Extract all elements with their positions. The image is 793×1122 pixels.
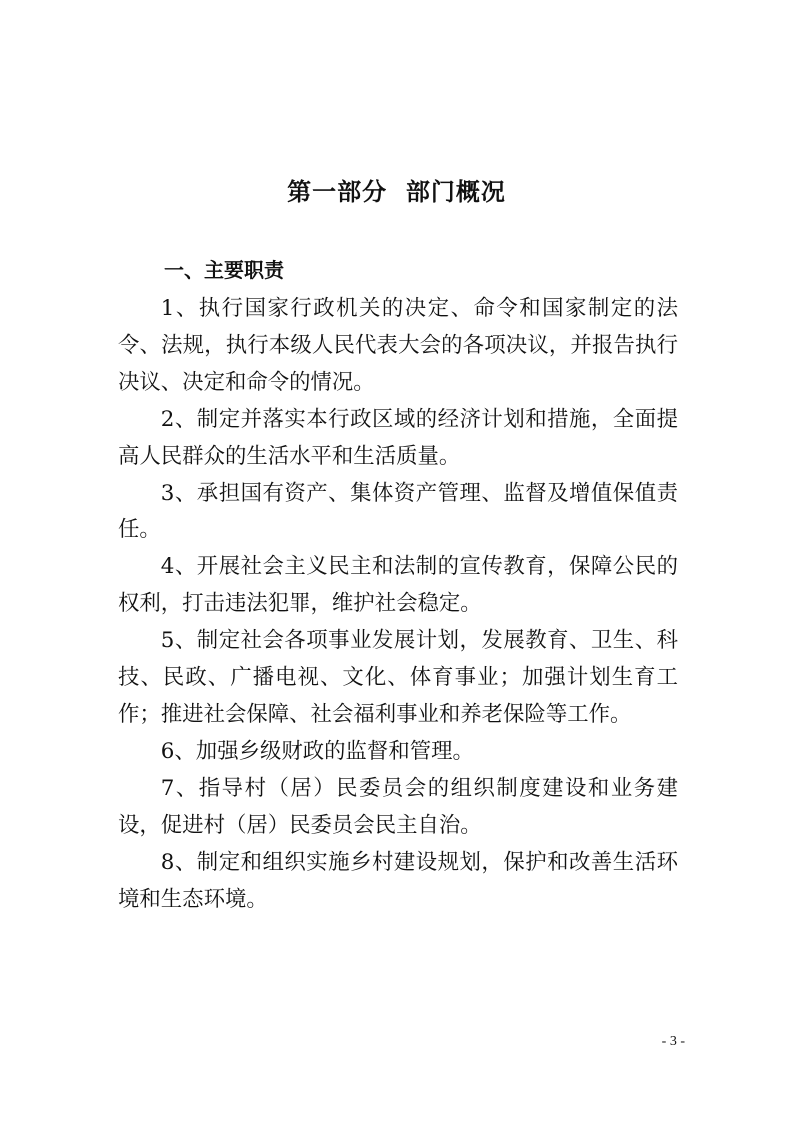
page-title: 第一部分 部门概况 (287, 178, 506, 206)
duty-item-1: 1、执行国家行政机关的决定、命令和国家制定的法令、法规，执行本级人民代表大会的各项决议，并报告执行决议、决定和命令的情况。 (118, 296, 678, 395)
duty-item-6: 6、加强乡级财政的监督和管理。 (160, 738, 474, 764)
duty-item-8: 8、制定和组织实施乡村建设规划，保护和改善生活环境和生态环境。 (118, 849, 678, 912)
duties-list (118, 291, 678, 918)
duty-item-7: 7、指导村（居）民委员会的组织制度建设和业务建设，促进村（居）民委员会民主自治。 (118, 775, 678, 838)
page-number: - 3 - (661, 1034, 685, 1049)
section-heading-main-duties: 一、主要职责 (164, 258, 284, 282)
duty-item-2: 2、制定并落实本行政区域的经济计划和措施，全面提高人民群众的生活水平和生活质量。 (118, 406, 678, 469)
duty-item-3: 3、承担国有资产、集体资产管理、监督及增值保值责任。 (118, 480, 678, 543)
duty-item-5: 5、制定社会各项事业发展计划，发展教育、卫生、科技、民政、广播电视、文化、体育事业；加强计划生育工作；推进社会保障、社会福利事业和养老保险等工作。 (118, 628, 678, 727)
duty-item-4: 4、开展社会主义民主和法制的宣传教育，保障公民的权利，打击违法犯罪，维护社会稳定。 (118, 554, 678, 617)
